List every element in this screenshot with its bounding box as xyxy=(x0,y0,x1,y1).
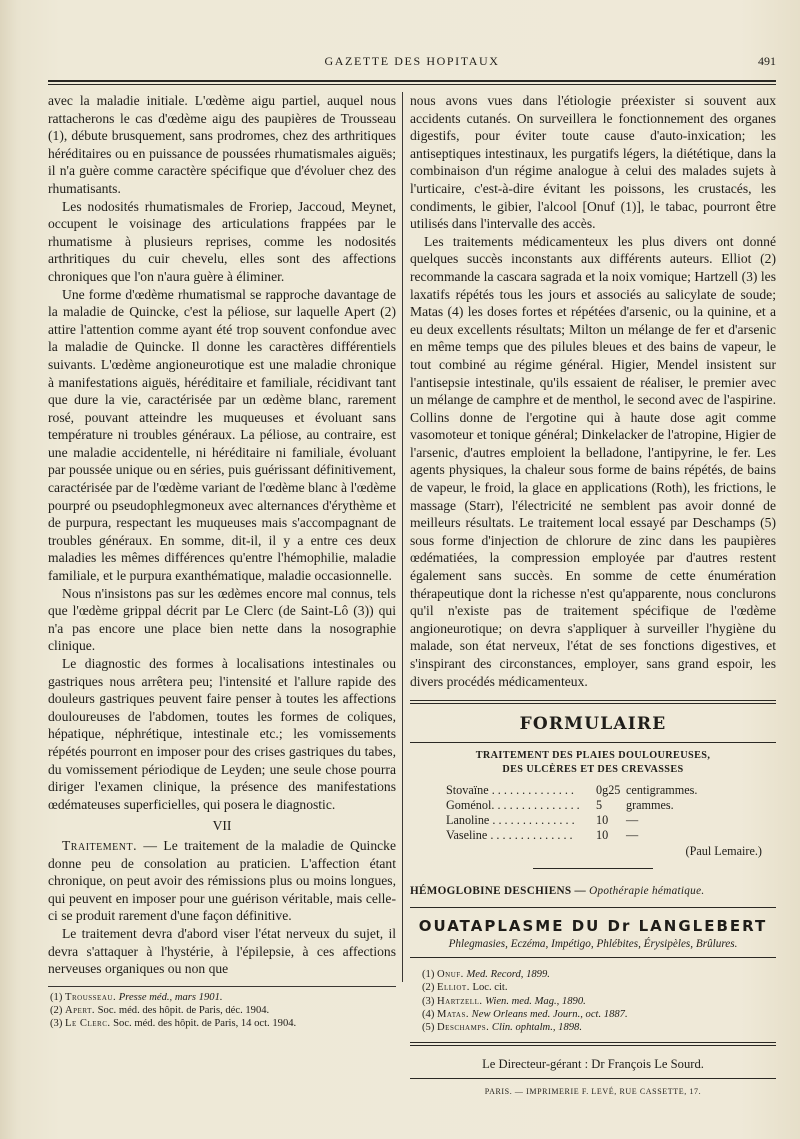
advert-hemoglobine: HÉMOGLOBINE DESCHIENS — Opothérapie hématique. xyxy=(410,885,705,898)
footnote: (4) Matas. New Orleans med. Journ., oct. 1887. xyxy=(422,1008,628,1020)
printer-line: PARIS. — IMPRIMERIE F. LEVÉ, RUE CASSETTE, 17. xyxy=(484,1086,702,1096)
section-number: VII xyxy=(212,818,232,834)
recipe-row: Goménol. . . . . . . . . . . . . . . 5 grammes. xyxy=(446,797,674,812)
right-paragraph: nous avons vues dans l'étiologie préexister si souvent aux accidents cutanés. On surveillera le fonctionnement des organes digestifs, pour éviter toute cause d'auto-inxication; les antiseptiques intestinaux, les purgatifs légers, la diététique, dans la combinaison d'un régime analogue à celui des malades sujets à l'urticaire, c'est-à-dire évitant les poissons, les crustacés, les condiments, le gibier, l'alcool [Onuf (1)], le tabac, pourront être utilisés dans l'intervalle des accès. xyxy=(410,93,776,232)
right-column xyxy=(410,92,776,1100)
left-paragraph: Le diagnostic des formes à localisations intestinales ou gastriques nous arrêtera peu; l'intensité et l'allure rapide des douleurs gastriques peuvent faire penser à toutes les affections douloureuses de l'abdomen, toutes les formes de coliques, hépatique, néphrétique, intestinale etc.; les vomissements répétés pourront en imposer pour des crises gastriques du tabes, du vomissement périodique de Leyden; une seule chose pourra diriger l'examen clinique, la présence des manifestations œdémateuses superficielles, qui posera le diagnostic. xyxy=(48,656,396,812)
right-paragraph: Les traitements médicamenteux les plus divers ont donné quelques succès inconstants aux différents auteurs. Elliot (2) recommande la cascara sagrada et la noix vomique; Hartzell (3) les laxatifs répétés tous les jours et associés au salicylate de soude; Matas (4) les doses fortes et répétées d'arsenic, ou la quinine, et a eu deux excellents résultats; Milton un mélange de fer et d'arsenic en même temps que des pilules bleues et des bains de vapeur, le tout combiné au régime général. Higier, Mendel insistent sur l'antisepsie intestinale, qu'ils essaient de réaliser, le premier avec un mélange de camphre et de menthol, le second avec de l'aspirine. Collins donne de l'ergotine qui à haute dose agit comme vasomoteur et tonique général; Dinkelacker de l'atropine, Higier de l'arsenic, d'autres emploient la belladone, l'antipyrine, le fer. Les agents physiques, la chaleur sous forme de bains répétés, de bains de vapeur, le froid, la glace en applications (Roth), les frictions, le massage (Starr), l'électricité ne semblent pas avoir donné de meilleurs résultats. Le traitement local essayé par Deschamps (5) sous forme d'injection de chlorure de zinc dans les paupières œdématiées, la compression employée par d'autres restent également sans succès. En somme de cette énumération thérapeutique dont la richesse n'est qu'apparente, nous conclurons qu'il n'existe pas de traitement spécifique de l'œdème angioneurotique; on devra s'appliquer à surveiller l'hygiène du malade, son état nerveux, l'état de ses fonctions digestives, et s'inspirant des circonstances, employer, sans grand espoir, les divers procédés médicamenteux. xyxy=(410,233,776,689)
page-number: 491 xyxy=(758,54,776,68)
left-paragraph: Le traitement devra d'abord viser l'état nerveux du sujet, il devra s'attaquer à l'hystérie, à l'épilepsie, à ces affections nerveuses organiques ou non que xyxy=(48,925,396,977)
footnote: (1) Trousseau. Presse méd., mars 1901. xyxy=(50,991,223,1003)
traitement-heading: Traitement. xyxy=(62,837,137,853)
advert-ouataplasme-tagline: Phlegmasies, Eczéma, Impétigo, Phlébites, Érysipèles, Brûlures. xyxy=(448,937,738,950)
recipe-row: Stovaïne . . . . . . . . . . . . . . 0g25 centigrammes. xyxy=(446,782,698,797)
recipe-list xyxy=(446,783,776,843)
journal-title: GAZETTE DES HOPITAUX xyxy=(324,54,500,68)
recipe-author: (Paul Lemaire.) xyxy=(685,843,762,858)
advert-ouataplasme: OUATAPLASME DU Dr LANGLEBERT xyxy=(418,916,768,935)
header-rule-thin xyxy=(48,84,776,85)
right-footnotes xyxy=(410,968,776,1034)
left-paragraph: Nous n'insistons pas sur les œdèmes encore mal connus, tels que l'œdème grippal décrit par Le Clerc (de Saint-Lô (3)) qui n'a pas encore une place bien nette dans la nosographie clinique. xyxy=(48,585,396,654)
footnote: (2) Elliot. Loc. cit. xyxy=(422,982,508,994)
footnote: (1) Onuf. Med. Record, 1899. xyxy=(422,969,550,981)
header-rule xyxy=(48,80,776,82)
footnote: (2) Apert. Soc. méd. des hôpit. de Paris, déc. 1904. xyxy=(50,1004,270,1016)
footnote: (3) Hartzell. Wien. med. Mag., 1890. xyxy=(422,995,586,1007)
page-header xyxy=(48,52,776,74)
formulaire-title: FORMULAIRE xyxy=(519,714,667,735)
traitement-paragraph xyxy=(48,837,396,925)
footnote: (5) Deschamps. Clin. ophtalm., 1898. xyxy=(422,1021,582,1033)
left-paragraph: avec la maladie initiale. L'œdème aigu partiel, auquel nous rattacherons le cas d'œdème aigu des paupières de Trousseau (1), débute brusquement, sans prodromes, chez des arthritiques héréditaires ou en puissance de poussées rhumatismales aiguës; il n'a guère comme caractère spécifique que d'évoluer chez des rhumatisants. xyxy=(48,93,396,196)
left-paragraph: Les nodosités rhumatismales de Froriep, Jaccoud, Meynet, occupent le voisinage des articulations frappées par le rhumatisme à plusieurs reprises, comme les nodosités arthritiques du cuir chevelu, elles sont des affections chroniques que l'on n'aura guère à éliminer. xyxy=(48,198,396,284)
traitement-text: — Le traitement de la maladie de Quincke donne peu de consolation au praticien. L'affection étant chronique, on peut avoir des rémissions plus ou moins longues, qui peuvent en imposer pour une guérison véritable, mais celle-ci se produit rarement d'une façon définitive. xyxy=(48,837,396,924)
formulaire-subtitle: TRAITEMENT DES PLAIES DOULOUREUSES, DES ULCÈRES ET DES CREVASSES xyxy=(475,749,711,775)
left-footnotes xyxy=(48,986,396,1031)
recipe-row: Lanoline . . . . . . . . . . . . . . 10 — xyxy=(446,812,639,827)
left-paragraph: Une forme d'œdème rhumatismal se rapproche davantage de la maladie de Quincke, c'est la péliose, sur laquelle Apert (2) attire l'attention comme ayant été trop souvent confondue avec la maladie de Quincke. Il donne les caractères différentiels suivants. L'œdème angioneurotique est une maladie chronique à manifestations aiguës, héréditaire et familiale, récidivant tant que dure la vie, caractérisée par un œdème blanc, rarement rosé, pouvant atteindre les muqueuses et évoluant sans température ni troubles généraux. La péliose, au contraire, est une maladie accidentelle, ni héréditaire ni familiale, évoluant par poussée unique ou en séries, puis guérissant définitivement, caractérisée par de l'œdème variant de l'œdème blanc à l'œdème pourpré ou pseudophlegmoneux avec alternances d'érythème et de purpura, respectant les muqueuses mais s'accompagnant de troubles généraux. En somme, dit-il, il y a entre ces deux maladies les mêmes différences qu'entre l'hémophilie, maladie familiale, et le purpura exanthématique, maladie occasionnelle. xyxy=(48,286,396,584)
recipe-row: Vaseline . . . . . . . . . . . . . . 10 — xyxy=(446,827,639,842)
director-signature: Le Directeur-gérant : Dr François Le Sourd. xyxy=(482,1057,704,1072)
left-column xyxy=(48,92,396,1030)
formulaire-section xyxy=(410,700,776,869)
footnote: (3) Le Clerc. Soc. méd. des hôpit. de Paris, 14 oct. 1904. xyxy=(50,1018,297,1030)
column-divider xyxy=(402,92,403,982)
